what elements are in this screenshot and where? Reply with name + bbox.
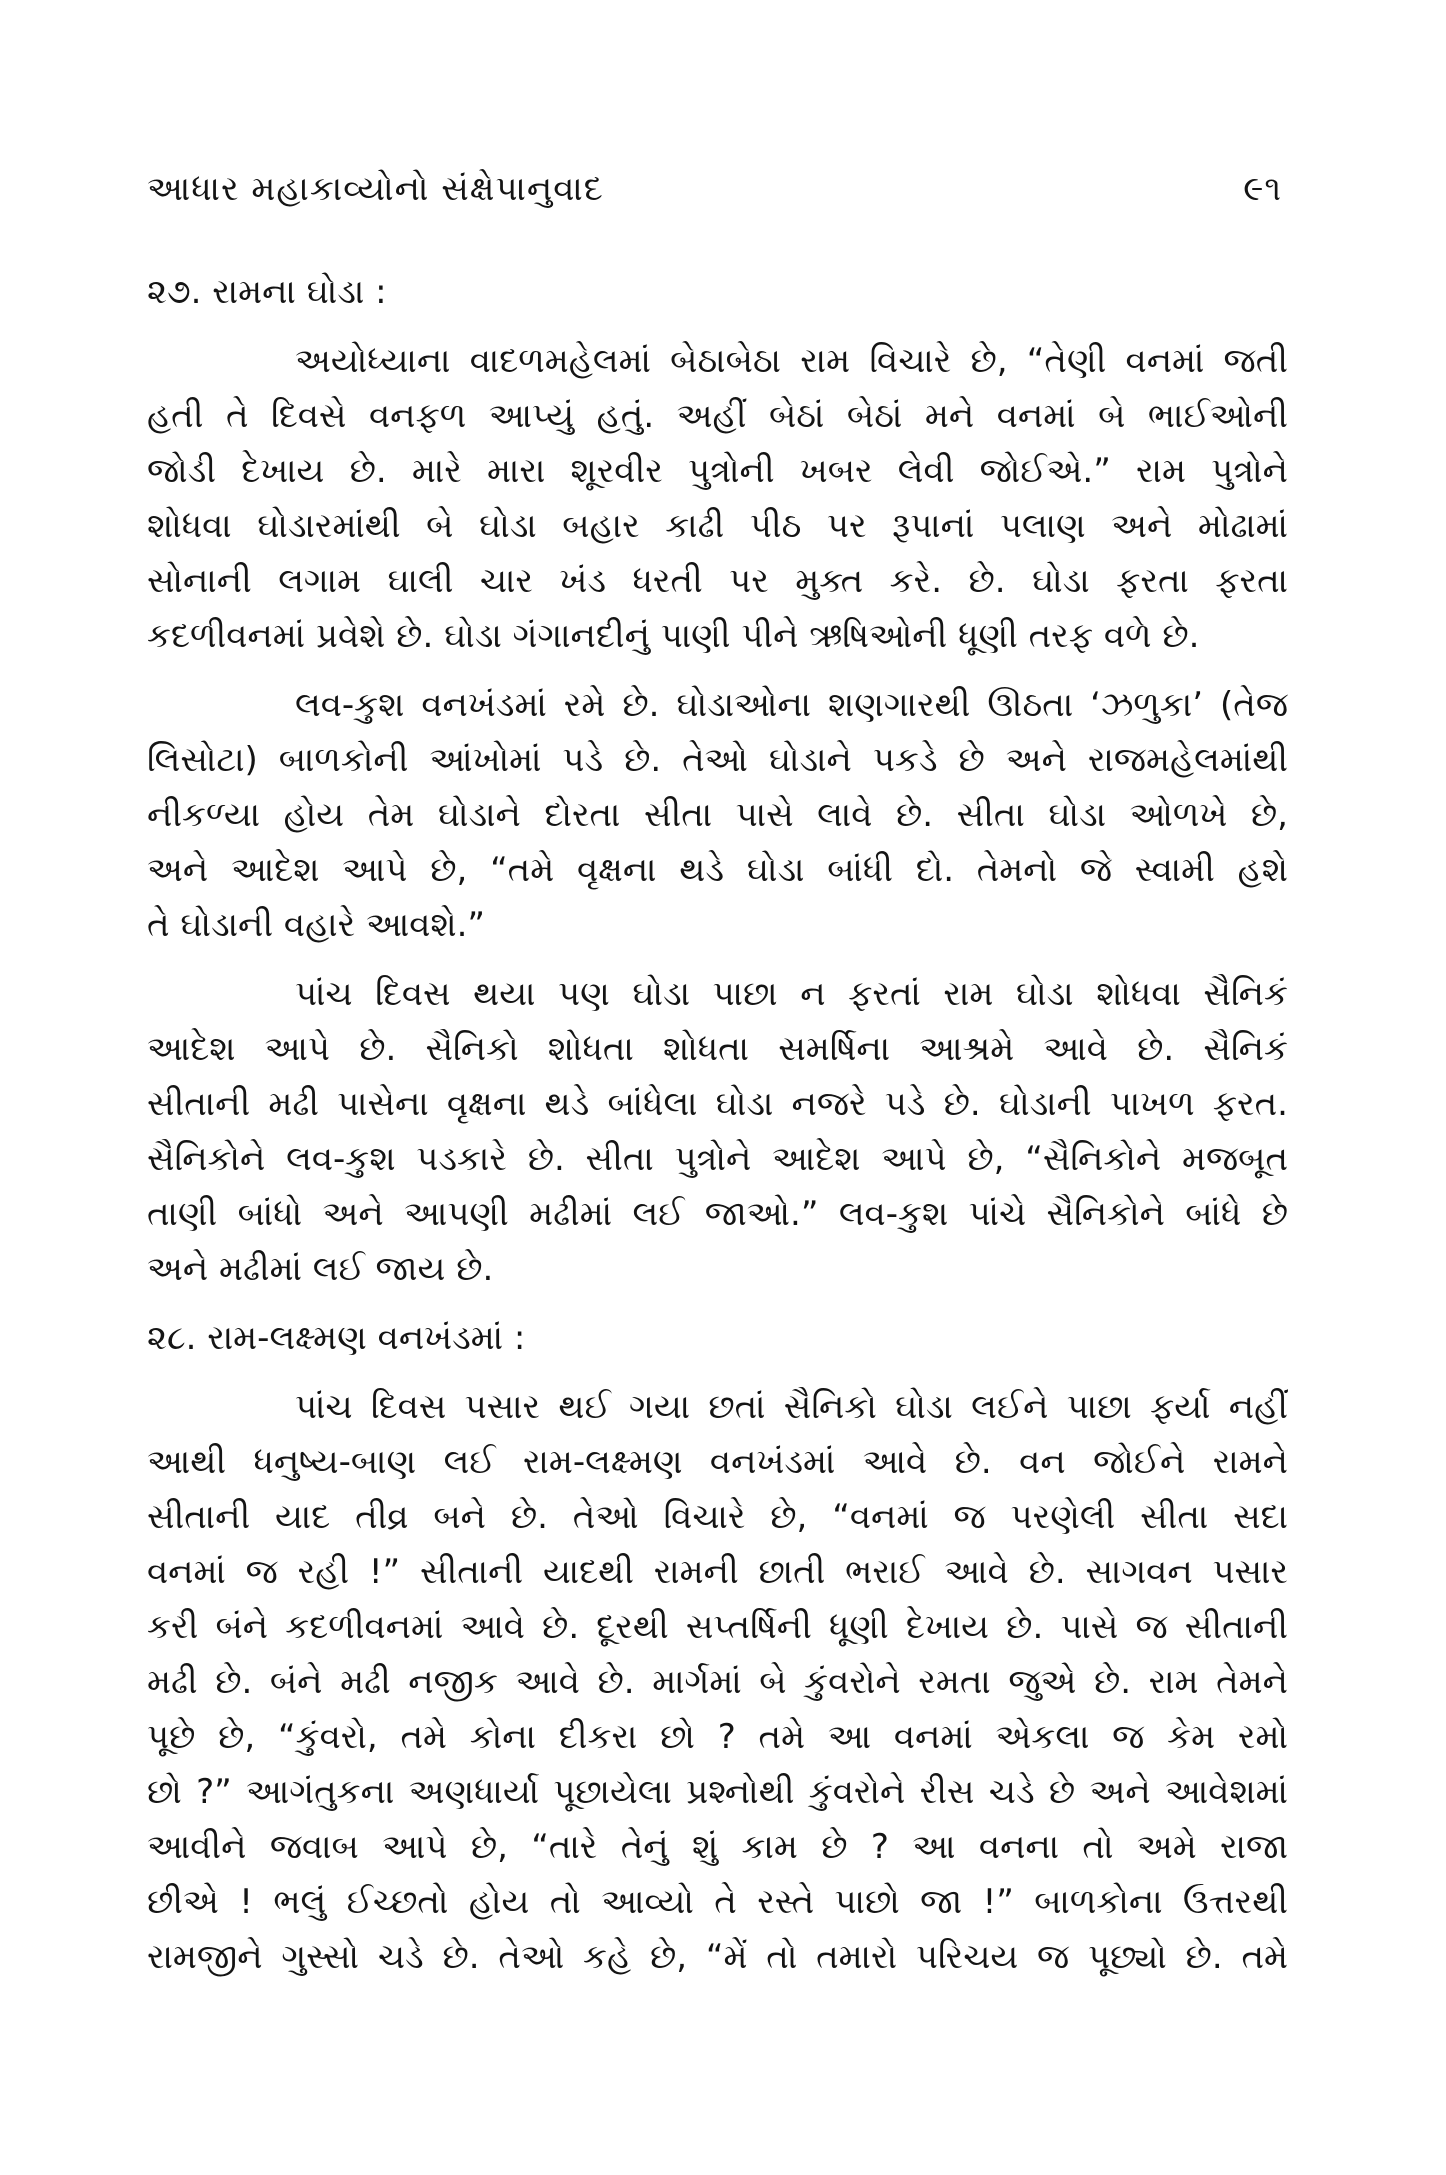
text-line: અને મઢીમાં લઈ જાય છે. <box>147 1249 494 1289</box>
paragraph <box>147 678 1288 953</box>
text-line: નીકળ્યા હોય તેમ ઘોડાને દોરતા સીતા પાસે લાવે છે. સીતા ઘોડા ઓળખે છે, <box>147 795 1288 835</box>
text-line: મઢી છે. બંને મઢી નજીક આવે છે. માર્ગમાં બે કુંવરોને રમતા જુએ છે. રામ તેમને <box>147 1662 1288 1702</box>
text-line: પાંચ દિવસ પસાર થઈ ગયા છતાં સૈનિકો ઘોડા લઈને પાછા ફર્યા નહીં <box>295 1387 1288 1427</box>
text-line: આવીને જવાબ આપે છે, “તારે તેનું શું કામ છે ? આ વનના તો અમે રાજા <box>147 1827 1288 1867</box>
text-line: શોધવા ઘોડારમાંથી બે ઘોડા બહાર કાઢી પીઠ પર રૂપાનાં પલાણ અને મોઢામાં <box>147 506 1288 546</box>
text-line: સોનાની લગામ ઘાલી ચાર ખંડ ધરતી પર મુક્ત કરે. છે. ઘોડા ફરતા ફરતા <box>147 561 1288 601</box>
text-line: અને આદેશ આપે છે, “તમે વૃક્ષના થડે ઘોડા બાંધી દો. તેમનો જે સ્વામી હશે <box>147 850 1288 890</box>
text-line: કદળીવનમાં પ્રવેશે છે. ઘોડા ગંગાનદીનું પાણી પીને ઋષિઓની ધૂણી તરફ વળે છે. <box>147 616 1200 656</box>
paragraph <box>147 967 1288 1297</box>
text-line: લવ-કુશ વનખંડમાં રમે છે. ઘોડાઓના શણગારથી ઊઠતા ‘ઝળુકા’ (તેજ <box>295 685 1288 725</box>
text-line: પાંચ દિવસ થયા પણ ઘોડા પાછા ન ફરતાં રામ ઘોડા શોધવા સૈનિકં <box>295 974 1288 1014</box>
text-line: આથી ધનુષ્ય-બાણ લઈ રામ-લક્ષ્મણ વનખંડમાં આવે છે. વન જોઈને રામને <box>147 1442 1288 1482</box>
text-line: લિસોટા) બાળકોની આંખોમાં પડે છે. તેઓ ઘોડાને પકડે છે અને રાજમહેલમાંથી <box>147 740 1288 780</box>
text-line: વનમાં જ રહી !” સીતાની યાદથી રામની છાતી ભરાઈ આવે છે. સાગવન પસાર <box>147 1552 1288 1592</box>
text-line: કરી બંને કદળીવનમાં આવે છે. દૂરથી સપ્તર્ષિની ધૂણી દેખાય છે. પાસે જ સીતાની <box>147 1607 1288 1647</box>
running-head: આધાર મહાકાવ્યોનો સંક્ષેપાનુવાદ <box>147 169 604 209</box>
text-line: આદેશ આપે છે. સૈનિકો શોધતા શોધતા સમર્ષિના આશ્રમે આવે છે. સૈનિકં <box>147 1029 1288 1069</box>
text-line: તાણી બાંધો અને આપણી મઢીમાં લઈ જાઓ.” લવ-કુશ પાંચે સૈનિકોને બાંધે છે <box>147 1194 1288 1234</box>
page-number: ૯૧ <box>1243 169 1282 209</box>
page-header <box>147 162 1288 217</box>
section-heading: ૨૭. રામના ઘોડા : <box>147 272 387 312</box>
paragraph <box>147 1380 1288 1985</box>
text-line: જોડી દેખાય છે. મારે મારા શૂરવીર પુત્રોની ખબર લેવી જોઈએ.” રામ પુત્રોને <box>147 451 1288 491</box>
text-line: અયોધ્યાના વાદળમહેલમાં બેઠાબેઠા રામ વિચારે છે, “તેણી વનમાં જતી <box>295 341 1288 381</box>
text-line: સીતાની યાદ તીવ્ર બને છે. તેઓ વિચારે છે, “વનમાં જ પરણેલી સીતા સદા <box>147 1497 1288 1537</box>
book-page <box>147 162 1288 1985</box>
text-line: સીતાની મઢી પાસેના વૃક્ષના થડે બાંધેલા ઘોડા નજરે પડે છે. ઘોડાની પાખળ ફરત. <box>147 1084 1288 1124</box>
text-line: તે ઘોડાની વહારે આવશે.” <box>147 905 486 945</box>
paragraph <box>147 334 1288 664</box>
text-line: સૈનિકોને લવ-કુશ પડકારે છે. સીતા પુત્રોને આદેશ આપે છે, “સૈનિકોને મજબૂત <box>147 1139 1288 1179</box>
text-line: પૂછે છે, “કુંવરો, તમે કોના દીકરા છો ? તમે આ વનમાં એકલા જ કેમ રમો <box>147 1717 1288 1757</box>
text-line: છીએ ! ભલું ઈચ્છતો હોય તો આવ્યો તે રસ્તે પાછો જા !” બાળકોના ઉત્તરથી <box>147 1882 1288 1922</box>
section-heading: ૨૮. રામ-લક્ષ્મણ વનખંડમાં : <box>147 1318 526 1358</box>
text-line: છો ?” આગંતુકના અણધાર્યા પૂછાયેલા પ્રશ્નોથી કુંવરોને રીસ ચડે છે અને આવેશમાં <box>147 1772 1288 1812</box>
text-line: હતી તે દિવસે વનફળ આપ્યું હતું. અહીં બેઠાં બેઠાં મને વનમાં બે ભાઈઓની <box>147 396 1288 436</box>
text-line: રામજીને ગુસ્સો ચડે છે. તેઓ કહે છે, “મેં તો તમારો પરિચય જ પૂછ્યો છે. તમે <box>147 1937 1288 1977</box>
